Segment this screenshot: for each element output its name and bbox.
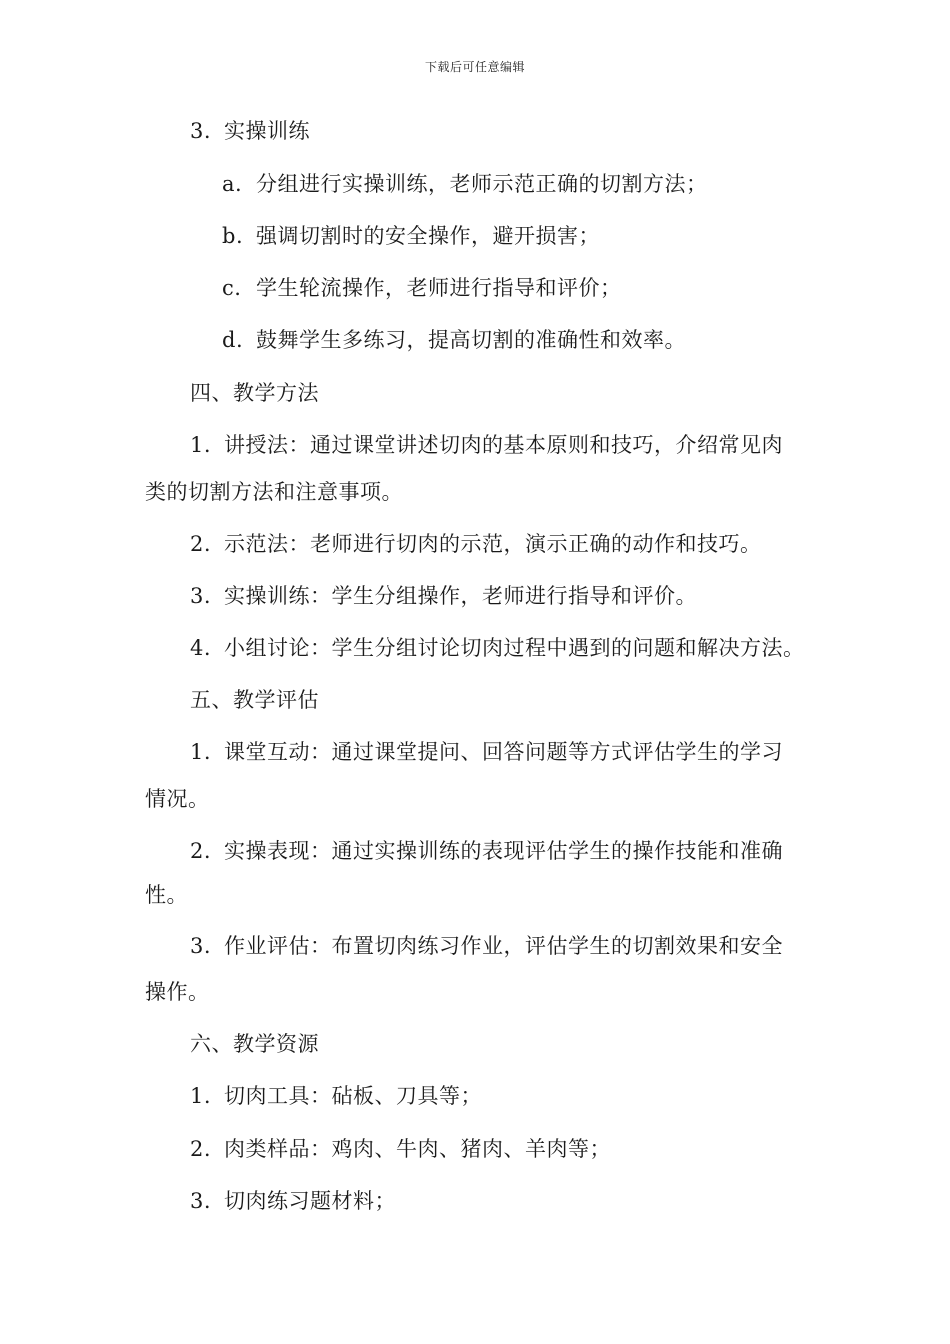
item-text: 小组讨论：学生分组讨论切肉过程中遇到的问题和解决方法。 bbox=[224, 636, 805, 660]
practice-item-text: 学生轮流操作，老师进行指导和评价； bbox=[256, 276, 622, 300]
evaluation-item-2 bbox=[190, 838, 783, 864]
evaluation-item-3-continuation: 操作。 bbox=[145, 980, 210, 1004]
method-item-4 bbox=[190, 635, 805, 661]
practice-item-label: a. bbox=[222, 172, 243, 196]
resource-item-2 bbox=[190, 1136, 611, 1162]
method-item-2 bbox=[190, 531, 762, 557]
practice-item-text: 强调切割时的安全操作，避开损害； bbox=[256, 224, 600, 248]
section-heading-evaluation: 五、教学评估 bbox=[190, 688, 319, 712]
item-number: 3. bbox=[190, 934, 212, 958]
item-text: 肉类样品：鸡肉、牛肉、猪肉、羊肉等； bbox=[224, 1137, 611, 1161]
item-text: 实操训练：学生分组操作，老师进行指导和评价。 bbox=[224, 584, 697, 608]
evaluation-item-1-continuation: 情况。 bbox=[145, 787, 210, 811]
evaluation-item-2-continuation: 性。 bbox=[145, 883, 188, 907]
practice-item-label: b. bbox=[222, 224, 244, 248]
item-number: 1. bbox=[190, 433, 212, 457]
item-number: 1. bbox=[190, 740, 212, 764]
practice-title-text: 实操训练 bbox=[224, 119, 310, 143]
practice-title bbox=[190, 118, 310, 144]
page-header: 下载后可任意编辑 bbox=[424, 60, 525, 74]
practice-item-a bbox=[222, 171, 708, 197]
resource-item-3 bbox=[190, 1188, 396, 1214]
item-text: 切肉工具：砧板、刀具等； bbox=[224, 1084, 482, 1108]
item-text: 示范法：老师进行切肉的示范，演示正确的动作和技巧。 bbox=[224, 532, 762, 556]
item-number: 3. bbox=[190, 1189, 212, 1213]
evaluation-item-3 bbox=[190, 933, 783, 959]
practice-item-label: c. bbox=[222, 276, 242, 300]
item-text: 课堂互动：通过课堂提问、回答问题等方式评估学生的学习 bbox=[224, 740, 783, 764]
item-number: 2. bbox=[190, 839, 212, 863]
resource-item-1 bbox=[190, 1083, 482, 1109]
item-number: 4. bbox=[190, 636, 212, 660]
practice-item-text: 分组进行实操训练，老师示范正确的切割方法； bbox=[256, 172, 708, 196]
practice-item-label: d. bbox=[222, 328, 244, 352]
section-heading-resources: 六、教学资源 bbox=[190, 1032, 319, 1056]
item-number: 2. bbox=[190, 1137, 212, 1161]
practice-item-c bbox=[222, 275, 622, 301]
practice-item-b bbox=[222, 223, 600, 249]
practice-item-text: 鼓舞学生多练习，提高切割的准确性和效率。 bbox=[256, 328, 686, 352]
item-text: 讲授法：通过课堂讲述切肉的基本原则和技巧，介绍常见肉 bbox=[224, 433, 783, 457]
practice-number: 3. bbox=[190, 119, 212, 143]
item-number: 1. bbox=[190, 1084, 212, 1108]
method-item-1 bbox=[190, 432, 783, 458]
item-text: 实操表现：通过实操训练的表现评估学生的操作技能和准确 bbox=[224, 839, 783, 863]
evaluation-item-1 bbox=[190, 739, 783, 765]
method-item-1-continuation: 类的切割方法和注意事项。 bbox=[145, 480, 403, 504]
method-item-3 bbox=[190, 583, 697, 609]
practice-item-d bbox=[222, 327, 686, 353]
item-text: 作业评估：布置切肉练习作业，评估学生的切割效果和安全 bbox=[224, 934, 783, 958]
item-number: 3. bbox=[190, 584, 212, 608]
item-text: 切肉练习题材料； bbox=[224, 1189, 396, 1213]
item-number: 2. bbox=[190, 532, 212, 556]
section-heading-methods: 四、教学方法 bbox=[190, 381, 319, 405]
